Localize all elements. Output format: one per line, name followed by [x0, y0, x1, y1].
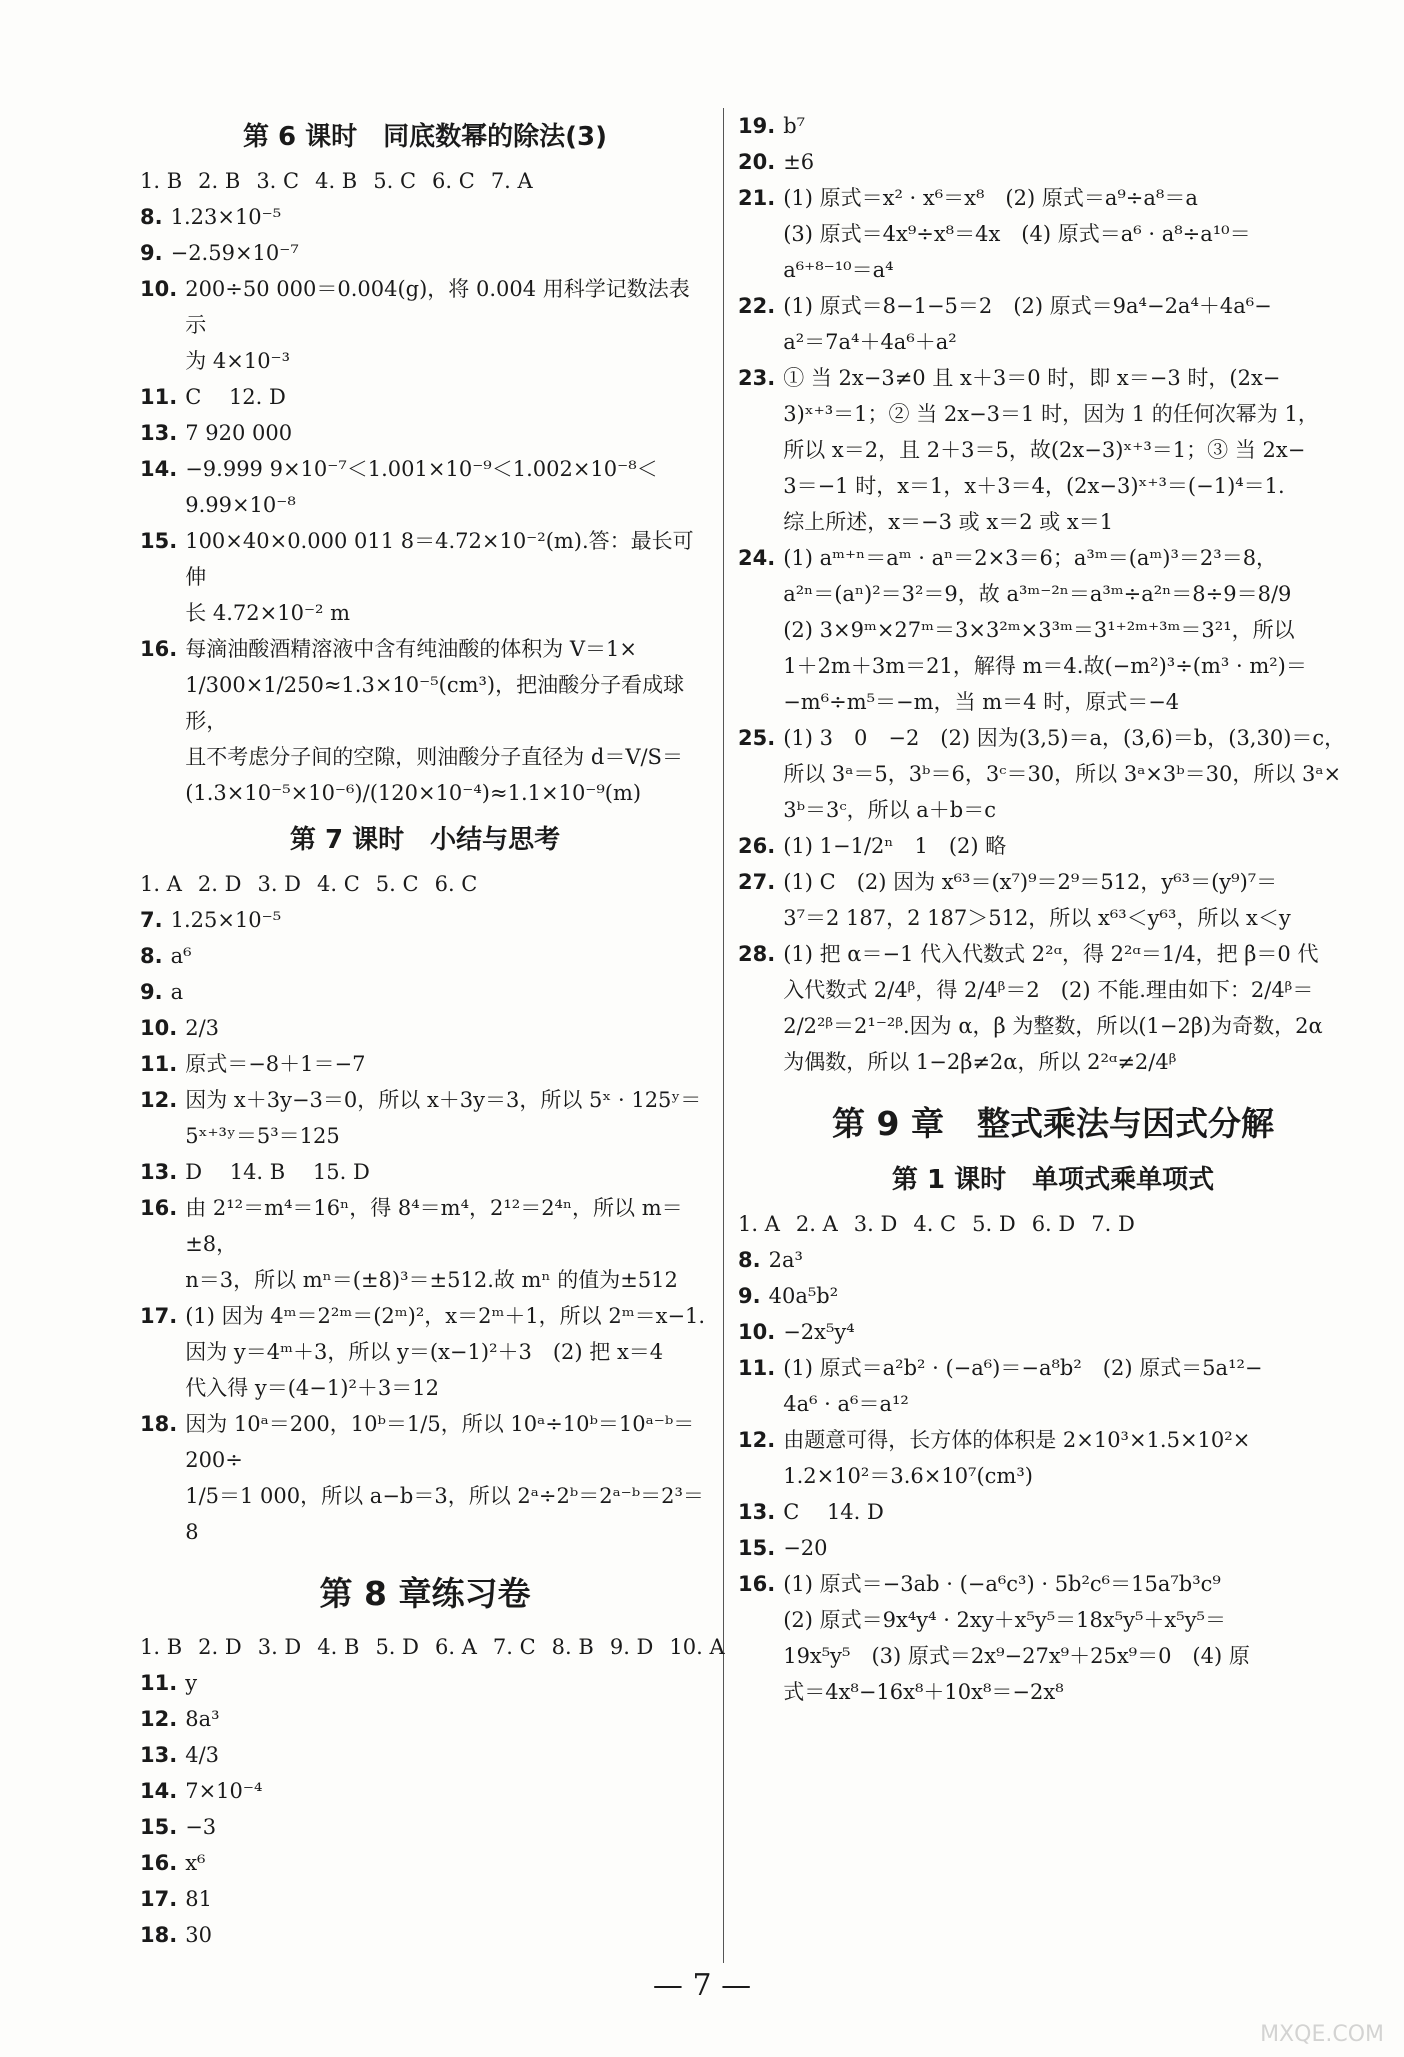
item-line: 为 4×10⁻³	[185, 349, 291, 373]
answer-item	[140, 1298, 710, 1406]
item-line: 所以 3ᵃ＝5，3ᵇ＝6，3ᶜ＝30，所以 3ᵃ×3ᵇ＝30，所以 3ᵃ×	[783, 762, 1342, 786]
answer-item	[738, 720, 1368, 828]
item-line: (3) 原式＝4x⁹÷x⁸＝4x (4) 原式＝a⁶ · a⁸÷a¹⁰＝	[783, 222, 1251, 246]
item-line: 代入得 y＝(4−1)²＋3＝12	[185, 1376, 439, 1400]
item-line: (1) 1−1/2ⁿ 1 (2) 略	[783, 834, 1007, 858]
item-number: 21.	[738, 186, 776, 210]
answer-item	[140, 1010, 710, 1046]
answer-choice: 7. A	[490, 169, 533, 193]
item-text	[185, 1154, 710, 1190]
watermark-logo	[1164, 1967, 1384, 2047]
item-number: 15.	[140, 529, 178, 553]
answer-item	[738, 1530, 1368, 1566]
item-line: 2a³	[768, 1248, 803, 1272]
item-text	[185, 415, 710, 451]
answer-item	[140, 1701, 710, 1737]
item-text	[783, 1494, 1368, 1530]
answer-item	[140, 379, 710, 415]
answer-item	[738, 288, 1368, 360]
item-text	[185, 271, 710, 379]
item-number: 13.	[140, 421, 178, 445]
item-line: (1) 因为 4ᵐ＝2²ᵐ＝(2ᵐ)²，x＝2ᵐ＋1，所以 2ᵐ＝x−1.	[185, 1304, 706, 1328]
item-number: 12.	[140, 1707, 178, 1731]
item-number: 11.	[140, 1671, 178, 1695]
item-number: 11.	[140, 1052, 178, 1076]
item-line: −3	[185, 1815, 217, 1839]
item-text	[783, 864, 1368, 936]
answer-choice: 10. A	[669, 1635, 725, 1659]
answer-choice: 3. C	[256, 169, 300, 193]
item-number: 10.	[140, 277, 178, 301]
item-line: (2) 原式＝9x⁴y⁴ · 2xy＋x⁵y⁵＝18x⁵y⁵＋x⁵y⁵＝	[783, 1608, 1226, 1632]
item-line: 因为 x＋3y−3＝0，所以 x＋3y＝3，所以 5ˣ · 125ʸ＝	[185, 1088, 702, 1112]
item-number: 11.	[738, 1356, 776, 1380]
item-line: 9.99×10⁻⁸	[185, 493, 296, 517]
item-line: 1.2×10²＝3.6×10⁷(cm³)	[783, 1464, 1033, 1488]
item-line: 3＝−1 时，x＝1，x＋3＝4，(2x−3)ˣ⁺³＝(−1)⁴＝1.	[783, 474, 1285, 498]
item-text	[783, 1422, 1368, 1494]
item-text	[783, 1350, 1368, 1422]
item-text	[783, 360, 1368, 540]
answer-item	[738, 864, 1368, 936]
item-number: 26.	[738, 834, 776, 858]
item-line: 2/3	[185, 1016, 219, 1040]
item-line: n＝3，所以 mⁿ＝(±8)³＝±512.故 mⁿ 的值为±512	[185, 1268, 678, 1292]
answer-item	[738, 1422, 1368, 1494]
item-number: 10.	[738, 1320, 776, 1344]
item-line: 长 4.72×10⁻² m	[185, 601, 351, 625]
item-text	[171, 235, 710, 271]
item-number: 13.	[738, 1500, 776, 1524]
item-line: 7×10⁻⁴	[185, 1779, 263, 1803]
answer-choice: 4. C	[317, 872, 360, 896]
item-line: 1/5＝1 000，所以 a−b＝3，所以 2ᵃ÷2ᵇ＝2ᵃ⁻ᵇ＝2³＝8	[185, 1484, 704, 1544]
item-number: 24.	[738, 546, 776, 570]
answer-item	[140, 1665, 710, 1701]
item-line: (1) 原式＝−3ab · (−a⁶c³) · 5b²c⁶＝15a⁷b³c⁹	[783, 1572, 1221, 1596]
item-line: b⁷	[783, 114, 806, 138]
answer-item	[140, 415, 710, 451]
item-line: 200÷50 000＝0.004(g)，将 0.004 用科学记数法表示	[185, 277, 690, 337]
answer-item	[738, 1566, 1368, 1710]
item-text	[185, 1298, 710, 1406]
answer-item	[140, 1737, 710, 1773]
item-line: a⁶⁺⁸⁻¹⁰＝a⁴	[783, 258, 894, 282]
item-text	[769, 1242, 1368, 1278]
item-text	[185, 1737, 710, 1773]
item-line: 由题意可得，长方体的体积是 2×10³×1.5×10²×	[783, 1428, 1251, 1452]
item-line: y	[185, 1671, 198, 1695]
answer-item	[140, 235, 710, 271]
item-number: 17.	[140, 1887, 178, 1911]
answer-item	[140, 1154, 710, 1190]
answer-item	[140, 1406, 710, 1550]
item-number: 16.	[140, 637, 178, 661]
item-line: 5ˣ⁺³ʸ＝5³＝125	[185, 1124, 340, 1148]
item-number: 13.	[140, 1160, 178, 1184]
item-text	[783, 108, 1368, 144]
item-text	[171, 938, 710, 974]
chapter-title-8: 第 8 章练习卷	[319, 1574, 531, 1613]
item-text	[783, 1530, 1368, 1566]
answer-choice: 1. B	[140, 1635, 183, 1659]
item-text	[783, 1566, 1368, 1710]
answer-choice: 6. C	[434, 872, 478, 896]
item-line: 且不考虑分子间的空隙，则油酸分子直径为 d＝V/S＝	[185, 745, 683, 769]
item-line: a⁶	[170, 944, 192, 968]
item-number: 16.	[140, 1196, 178, 1220]
item-text	[185, 1773, 710, 1809]
answer-item	[738, 180, 1368, 288]
item-line: (1) 原式＝x² · x⁶＝x⁸ (2) 原式＝a⁹÷a⁸＝a	[783, 186, 1198, 210]
item-line: 因为 y＝4ᵐ＋3，所以 y＝(x−1)²＋3 (2) 把 x＝4	[185, 1340, 664, 1364]
answer-item	[140, 1917, 710, 1953]
answer-choice: 6. D	[1031, 1212, 1076, 1236]
items-lesson7	[140, 902, 710, 1550]
item-line: 每滴油酸酒精溶液中含有纯油酸的体积为 V＝1×	[185, 637, 637, 661]
items-ch9-lesson1	[738, 1242, 1368, 1710]
item-line: 1.23×10⁻⁵	[170, 205, 282, 229]
item-number: 8.	[738, 1248, 761, 1272]
answer-item	[140, 523, 710, 631]
answer-choice: 5. C	[373, 169, 417, 193]
answer-item	[738, 1350, 1368, 1422]
item-text	[783, 144, 1368, 180]
item-text	[783, 540, 1368, 720]
answer-item	[140, 1190, 710, 1298]
answer-item	[140, 1773, 710, 1809]
answer-choice: 5. D	[972, 1212, 1016, 1236]
answer-choice: 3. D	[257, 1635, 302, 1659]
item-text	[185, 1881, 710, 1917]
item-line: 3⁷＝2 187，2 187＞512，所以 x⁶³＜y⁶³，所以 x＜y	[783, 906, 1291, 930]
answer-item	[140, 271, 710, 379]
item-line: −m⁶÷m⁵＝−m，当 m＝4 时，原式＝−4	[783, 690, 1180, 714]
section-title-lesson7: 第 7 课时 小结与思考	[289, 825, 561, 855]
item-line: 40a⁵b²	[768, 1284, 839, 1308]
item-line: 式＝4x⁸−16x⁸＋10x⁸＝−2x⁸	[783, 1680, 1064, 1704]
item-line: −2x⁵y⁴	[783, 1320, 855, 1344]
item-text	[185, 1190, 710, 1298]
item-line: D 14. B 15. D	[185, 1160, 370, 1184]
item-number: 16.	[140, 1851, 178, 1875]
item-text	[185, 631, 710, 811]
item-line: 由 2¹²＝m⁴＝16ⁿ，得 8⁴＝m⁴，2¹²＝2⁴ⁿ，所以 m＝±8，	[185, 1196, 683, 1256]
item-text	[185, 379, 710, 415]
item-line: a²＝7a⁴＋4a⁶＋a²	[783, 330, 957, 354]
item-line: −9.999 9×10⁻⁷＜1.001×10⁻⁹＜1.002×10⁻⁸＜	[185, 457, 658, 481]
item-number: 9.	[738, 1284, 761, 1308]
item-text	[783, 828, 1368, 864]
item-line: −20	[783, 1536, 828, 1560]
answer-choice: 7. D	[1091, 1212, 1135, 1236]
item-line: (1.3×10⁻⁵×10⁻⁶)/(120×10⁻⁴)≈1.1×10⁻⁹(m)	[185, 781, 642, 805]
item-line: 81	[185, 1887, 212, 1911]
answers-1-6-lesson7	[140, 866, 710, 902]
section-title-lesson6: 第 6 课时 同底数幂的除法(3)	[242, 122, 608, 152]
answer-item	[738, 1314, 1368, 1350]
answer-choice: 4. C	[913, 1212, 957, 1236]
item-line: ±6	[783, 150, 815, 174]
item-number: 12.	[738, 1428, 776, 1452]
item-number: 28.	[738, 942, 776, 966]
item-number: 23.	[738, 366, 776, 390]
answer-choice: 6. C	[432, 169, 475, 193]
answer-item	[140, 631, 710, 811]
answer-item	[140, 1845, 710, 1881]
item-line: 4a⁶ · a⁶＝a¹²	[783, 1392, 909, 1416]
item-line: 1.25×10⁻⁵	[170, 908, 282, 932]
answer-item	[140, 199, 710, 235]
item-number: 15.	[140, 1815, 178, 1839]
item-text	[185, 1845, 710, 1881]
item-line: a²ⁿ＝(aⁿ)²＝3²＝9，故 a³ᵐ⁻²ⁿ＝a³ᵐ÷a²ⁿ＝8÷9＝8/9	[783, 582, 1292, 606]
item-text	[185, 1917, 710, 1953]
item-number: 14.	[140, 457, 178, 481]
answer-choice: 7. C	[492, 1635, 536, 1659]
item-text	[185, 1665, 710, 1701]
item-number: 10.	[140, 1016, 178, 1040]
item-text	[783, 180, 1368, 288]
answer-choice: 3. D	[257, 872, 302, 896]
items-lesson6	[140, 199, 710, 811]
chapter-title-9: 第 9 章 整式乘法与因式分解	[832, 1104, 1274, 1143]
item-number: 8.	[140, 205, 163, 229]
answer-choice: 1. A	[140, 872, 182, 896]
item-text	[185, 1809, 710, 1845]
item-number: 17.	[140, 1304, 178, 1328]
item-line: 3)ˣ⁺³＝1；② 当 2x−3＝1 时，因为 1 的任何次幂为 1，	[783, 402, 1319, 426]
answer-choice: 2. B	[198, 169, 241, 193]
item-text	[185, 523, 710, 631]
item-line: 100×40×0.000 011 8＝4.72×10⁻²(m).答：最长可伸	[185, 529, 694, 589]
item-line: 综上所述，x＝−3 或 x＝2 或 x＝1	[783, 510, 1114, 534]
item-line: −2.59×10⁻⁷	[170, 241, 299, 265]
answer-item	[140, 938, 710, 974]
answer-choice: 2. A	[795, 1212, 838, 1236]
item-text	[171, 902, 710, 938]
answer-item	[140, 1046, 710, 1082]
item-text	[783, 1314, 1368, 1350]
answer-choice: 4. B	[317, 1635, 360, 1659]
answer-choice: 8. B	[551, 1635, 594, 1659]
item-line: 19x⁵y⁵ (3) 原式＝2x⁹−27x⁹＋25x⁹＝0 (4) 原	[783, 1644, 1250, 1668]
item-text	[783, 936, 1368, 1080]
item-number: 12.	[140, 1088, 178, 1112]
item-line: (1) 原式＝a²b² · (−a⁶)＝−a⁸b² (2) 原式＝5a¹²−	[783, 1356, 1263, 1380]
answer-item	[140, 451, 710, 523]
item-number: 22.	[738, 294, 776, 318]
answer-choice: 4. B	[315, 169, 358, 193]
page-number: — 7 —	[652, 1968, 752, 2003]
answer-choice: 2. D	[197, 872, 242, 896]
answers-1-10-ch8	[140, 1629, 725, 1665]
item-text	[185, 1046, 710, 1082]
item-line: 30	[185, 1923, 212, 1947]
answer-choice: 3. D	[853, 1212, 898, 1236]
item-line: 7 920 000	[185, 421, 293, 445]
item-number: 9.	[140, 241, 163, 265]
item-number: 9.	[140, 980, 163, 1004]
item-text	[185, 1082, 710, 1154]
item-number: 18.	[140, 1412, 178, 1436]
answer-item	[738, 540, 1368, 720]
section-title-ch9-lesson1: 第 1 课时 单项式乘单项式	[891, 1165, 1215, 1195]
item-line: 1/300×1/250≈1.3×10⁻⁵(cm³)，把油酸分子看成球形，	[185, 673, 685, 733]
answer-item	[738, 828, 1368, 864]
item-line: x⁶	[185, 1851, 206, 1875]
item-line: 4/3	[185, 1743, 219, 1767]
item-text	[185, 1406, 710, 1550]
item-line: (1) aᵐ⁺ⁿ＝aᵐ · aⁿ＝2×3＝6；a³ᵐ＝(aᵐ)³＝2³＝8，	[783, 546, 1278, 570]
item-number: 25.	[738, 726, 776, 750]
item-line: (1) 把 α＝−1 代入代数式 2²ᵅ，得 2²ᵅ＝1/4，把 β＝0 代	[783, 942, 1319, 966]
items-ch8-continued	[738, 108, 1368, 1080]
column-divider	[723, 108, 724, 1963]
item-text	[171, 199, 710, 235]
item-line: a	[170, 980, 184, 1004]
item-number: 7.	[140, 908, 163, 932]
item-line: (2) 3×9ᵐ×27ᵐ＝3×3²ᵐ×3³ᵐ＝3¹⁺²ᵐ⁺³ᵐ＝3²¹，所以	[783, 618, 1295, 642]
item-text	[783, 288, 1368, 360]
item-line: 8a³	[185, 1707, 220, 1731]
item-line: C 14. D	[783, 1500, 884, 1524]
item-number: 15.	[738, 1536, 776, 1560]
answer-item	[738, 360, 1368, 540]
item-line: 为偶数，所以 1−2β≠2α，所以 2²ᵅ≠2/4ᵝ	[783, 1050, 1177, 1074]
answer-item	[738, 1278, 1368, 1314]
item-line: 所以 x＝2，且 2＋3＝5，故(2x−3)ˣ⁺³＝1；③ 当 2x−	[783, 438, 1306, 462]
item-line: ① 当 2x−3≠0 且 x＋3＝0 时，即 x＝−3 时，(2x−	[783, 366, 1281, 390]
answer-item	[140, 974, 710, 1010]
item-text	[185, 1010, 710, 1046]
item-line: C 12. D	[185, 385, 286, 409]
item-text	[185, 451, 710, 523]
item-number: 27.	[738, 870, 776, 894]
answers-1-7-ch9	[738, 1206, 1368, 1242]
answer-choice: 2. D	[198, 1635, 242, 1659]
answer-choice: 6. A	[435, 1635, 477, 1659]
item-text	[769, 1278, 1368, 1314]
answer-item	[738, 1242, 1368, 1278]
answer-choice: 5. C	[375, 872, 419, 896]
item-number: 8.	[140, 944, 163, 968]
item-line: (1) 3 0 −2 (2) 因为(3,5)＝a，(3,6)＝b，(3,30)＝c，	[783, 726, 1346, 750]
answer-choice: 5. D	[375, 1635, 419, 1659]
answer-item	[140, 1082, 710, 1154]
watermark-text: MXQE.COM	[1260, 2022, 1384, 2047]
item-number: 16.	[738, 1572, 776, 1596]
answer-item	[738, 144, 1368, 180]
answer-choice: 1. B	[140, 169, 183, 193]
item-text	[171, 974, 710, 1010]
item-line: 入代数式 2/4ᵝ，得 2/4ᵝ＝2 (2) 不能.理由如下：2/4ᵝ＝	[783, 978, 1314, 1002]
left-column	[140, 108, 725, 1953]
answer-item	[738, 936, 1368, 1080]
answer-item	[738, 1494, 1368, 1530]
answers-1-7-lesson6	[140, 163, 710, 199]
item-number: 18.	[140, 1923, 178, 1947]
right-column	[738, 108, 1368, 1710]
item-line: 1＋2m＋3m＝21，解得 m＝4.故(−m²)³÷(m³ · m²)＝	[783, 654, 1307, 678]
item-text	[185, 1701, 710, 1737]
item-text	[783, 720, 1368, 828]
item-line: 原式＝−8＋1＝−7	[185, 1052, 366, 1076]
answer-item	[738, 108, 1368, 144]
answer-item	[140, 1881, 710, 1917]
answer-choice: 9. D	[609, 1635, 654, 1659]
item-number: 11.	[140, 385, 178, 409]
item-number: 19.	[738, 114, 776, 138]
item-line: 2/2²ᵝ＝2¹⁻²ᵝ.因为 α，β 为整数，所以(1−2β)为奇数，2α	[783, 1014, 1323, 1038]
item-line: (1) C (2) 因为 x⁶³＝(x⁷)⁹＝2⁹＝512，y⁶³＝(y⁹)⁷＝	[783, 870, 1278, 894]
answer-item	[140, 902, 710, 938]
answer-choice: 1. A	[738, 1212, 780, 1236]
item-line: (1) 原式＝8−1−5＝2 (2) 原式＝9a⁴−2a⁴＋4a⁶−	[783, 294, 1272, 318]
item-line: 因为 10ᵃ＝200，10ᵇ＝1/5，所以 10ᵃ÷10ᵇ＝10ᵃ⁻ᵇ＝200÷	[185, 1412, 695, 1472]
item-line: 3ᵇ＝3ᶜ，所以 a＋b＝c	[783, 798, 996, 822]
item-number: 14.	[140, 1779, 178, 1803]
item-number: 13.	[140, 1743, 178, 1767]
items-ch8	[140, 1665, 710, 1953]
answer-item	[140, 1809, 710, 1845]
item-number: 20.	[738, 150, 776, 174]
